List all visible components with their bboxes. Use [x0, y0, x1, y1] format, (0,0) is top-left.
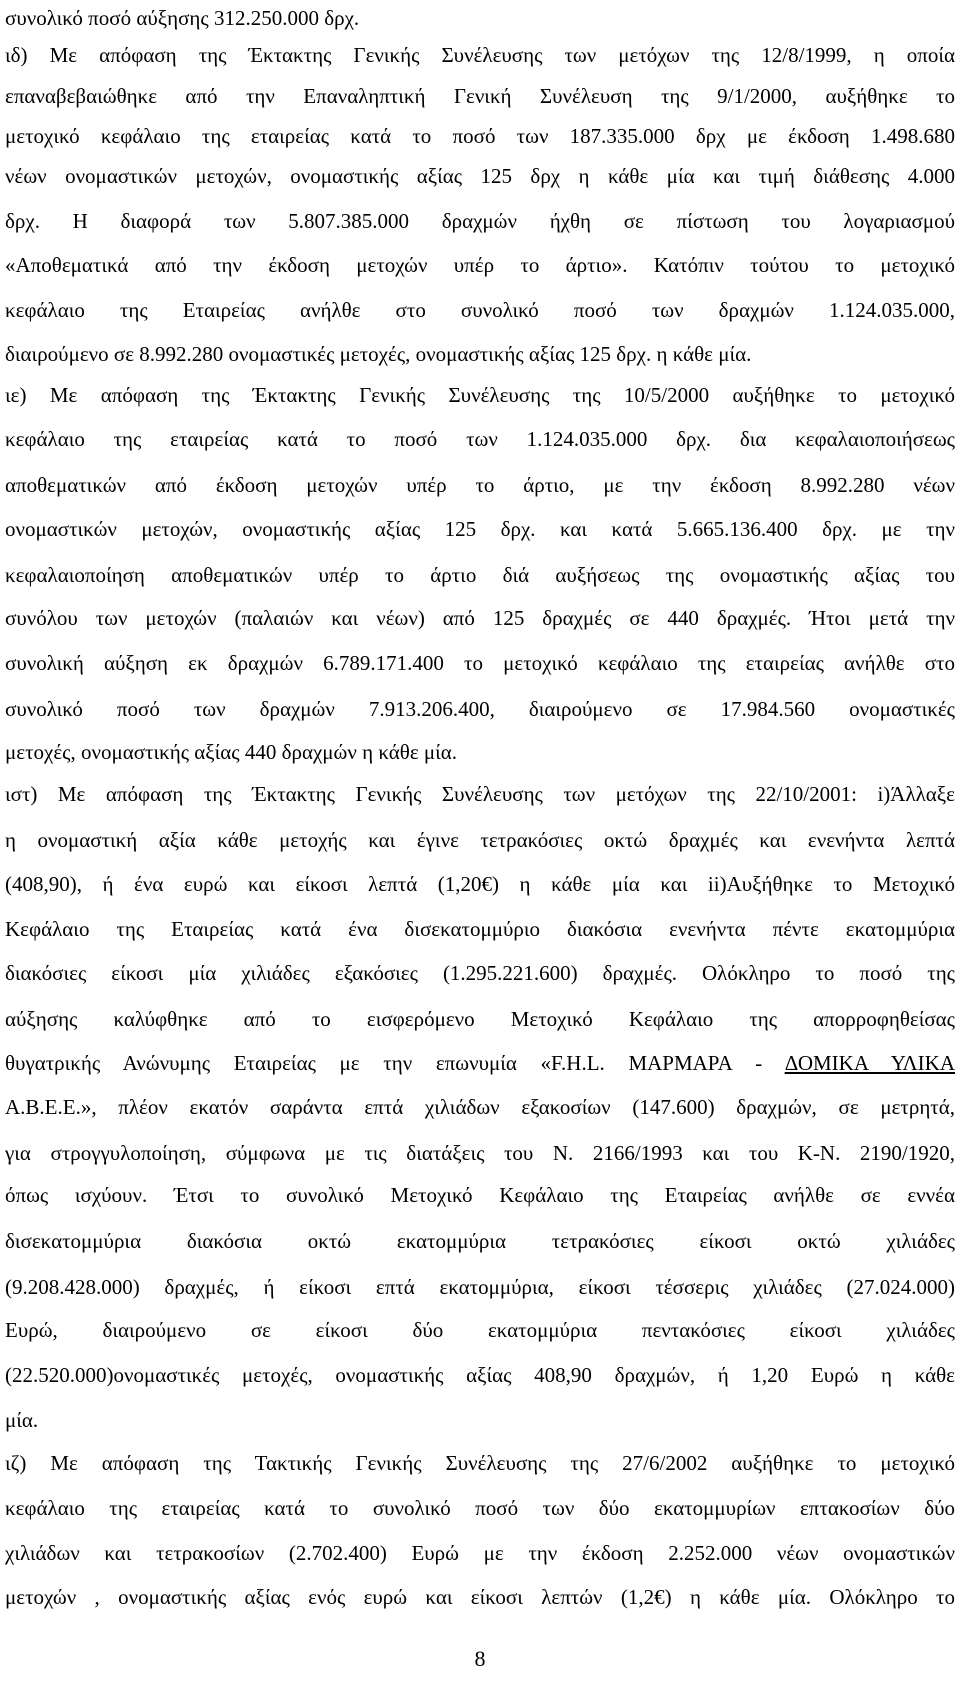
text-line [5, 1045, 955, 1081]
text-line-part: θυγατρικής Ανώνυμης Εταιρείας με την επωνυμία «F.H.L. ΜΑΡΜΑΡΑ - [5, 1051, 785, 1075]
text-line: μία. [5, 1408, 39, 1432]
text-line: για στρογγυλοποίηση, σύμφωνα με τις διατάξεις του Ν. 2166/1993 και του Κ-Ν. 2190/1920, [5, 1141, 955, 1165]
text-line: όπως ισχύουν. Έτσι το συνολικό Μετοχικό Κεφάλαιο της Εταιρείας ανήλθε σε εννέα [5, 1183, 955, 1207]
text-line: ιε) Με απόφαση της Έκτακτης Γενικής Συνέλευσης της 10/5/2000 αυξήθηκε το μετοχικό [5, 383, 955, 407]
text-line: μετοχών , ονομαστικής αξίας ενός ευρώ και είκοσι λεπτών (1,2€) η κάθε μία. Ολόκληρο το [5, 1585, 955, 1609]
text-line: ιδ) Με απόφαση της Έκτακτης Γενικής Συνέλευσης των μετόχων της 12/8/1999, η οποία [5, 43, 955, 67]
text-line: διαιρούμενο σε 8.992.280 ονομαστικές μετοχές, ονομαστικής αξίας 125 δρχ. η κάθε μία. [5, 342, 752, 366]
text-line: (9.208.428.000) δραχμές, ή είκοσι επτά εκατομμύρια, είκοσι τέσσερις χιλιάδες (27.024.000) [5, 1275, 955, 1299]
text-line: ονομαστικών μετοχών, ονομαστικής αξίας 125 δρχ. και κατά 5.665.136.400 δρχ. με την [5, 517, 955, 541]
text-line: διακόσιες είκοσι μία χιλιάδες εξακόσιες (1.295.221.600) δραχμές. Ολόκληρο το ποσό της [5, 961, 955, 985]
text-line: κεφάλαιο της Εταιρείας ανήλθε στο συνολικό ποσό των δραχμών 1.124.035.000, [5, 298, 955, 322]
text-line: Α.Β.Ε.Ε.», πλέον εκατόν σαράντα επτά χιλιάδων εξακοσίων (147.600) δραχμών, σε μετρητά, [5, 1095, 955, 1119]
text-line: μετοχικό κεφάλαιο της εταιρείας κατά το ποσό των 187.335.000 δρχ με έκδοση 1.498.680 [5, 124, 955, 148]
text-line: συνολική αύξηση εκ δραχμών 6.789.171.400 το μετοχικό κεφάλαιο της εταιρείας ανήλθε στο [5, 651, 955, 675]
text-line: (408,90), ή ένα ευρώ και είκοσι λεπτά (1,20€) η κάθε μία και ii)Αυξήθηκε το Μετοχικό [5, 872, 955, 896]
text-line: χιλιάδων και τετρακοσίων (2.702.400) Ευρώ με την έκδοση 2.252.000 νέων ονομαστικών [5, 1541, 955, 1565]
text-line: συνολικό ποσό των δραχμών 7.913.206.400, διαιρούμενο σε 17.984.560 ονομαστικές [5, 697, 955, 721]
text-line: Ευρώ, διαιρούμενο σε είκοσι δύο εκατομμύρια πεντακόσιες είκοσι χιλιάδες [5, 1318, 955, 1342]
text-line: συνόλου των μετοχών (παλαιών και νέων) από 125 δραχμές σε 440 δραχμές. Ήτοι μετά την [5, 606, 955, 630]
text-line: ιστ) Με απόφαση της Έκτακτης Γενικής Συνέλευσης των μετόχων της 22/10/2001: i)Άλλαξε [5, 782, 955, 806]
text-line: επαναβεβαιώθηκε από την Επαναληπτική Γενική Συνέλευση της 9/1/2000, αυξήθηκε το [5, 84, 955, 108]
text-line: κεφάλαιο της εταιρείας κατά το ποσό των 1.124.035.000 δρχ. δια κεφαλαιοποιήσεως [5, 427, 955, 451]
text-line: κεφάλαιο της εταιρείας κατά το συνολικό ποσό των δύο εκατομμυρίων επτακοσίων δύο [5, 1496, 955, 1520]
page-number: 8 [474, 1646, 486, 1671]
text-line: δρχ. Η διαφορά των 5.807.385.000 δραχμών ήχθη σε πίστωση του λογαριασμού [5, 209, 955, 233]
text-line: «Αποθεματικά από την έκδοση μετοχών υπέρ το άρτιο». Κατόπιν τούτου το μετοχικό [5, 253, 955, 277]
text-line: ιζ) Με απόφαση της Τακτικής Γενικής Συνέλευσης της 27/6/2002 αυξήθηκε το μετοχικό [5, 1451, 955, 1475]
text-line: (22.520.000)ονομαστικές μετοχές, ονομαστικής αξίας 408,90 δραχμών, ή 1,20 Ευρώ η κάθε [5, 1363, 955, 1387]
text-line: συνολικό ποσό αύξησης 312.250.000 δρχ. [5, 6, 360, 30]
text-line: η ονομαστική αξία κάθε μετοχής και έγινε τετρακόσιες οκτώ δραχμές και ενενήντα λεπτά [5, 828, 955, 852]
text-line: κεφαλαιοποίηση αποθεματικών υπέρ το άρτιο διά αυξήσεως της ονομαστικής αξίας του [5, 563, 955, 587]
text-line: αύξησης καλύφθηκε από το εισφερόμενο Μετοχικό Κεφάλαιο της απορροφηθείσας [5, 1007, 955, 1031]
text-line: νέων ονομαστικών μετοχών, ονομαστικής αξίας 125 δρχ η κάθε μία και τιμή διάθεσης 4.000 [5, 164, 955, 188]
text-line: μετοχές, ονομαστικής αξίας 440 δραχμών η κάθε μία. [5, 740, 458, 764]
text-line: δισεκατομμύρια διακόσια οκτώ εκατομμύρια τετρακόσιες είκοσι οκτώ χιλιάδες [5, 1229, 955, 1253]
text-line: αποθεματικών από έκδοση μετοχών υπέρ το άρτιο, με την έκδοση 8.992.280 νέων [5, 473, 955, 497]
text-line: Κεφάλαιο της Εταιρείας κατά ένα δισεκατομμύριο διακόσια ενενήντα πέντε εκατομμύρια [5, 917, 955, 941]
underlined-text: ΔΟΜΙΚΑ ΥΛΙΚΑ [784, 1051, 955, 1075]
